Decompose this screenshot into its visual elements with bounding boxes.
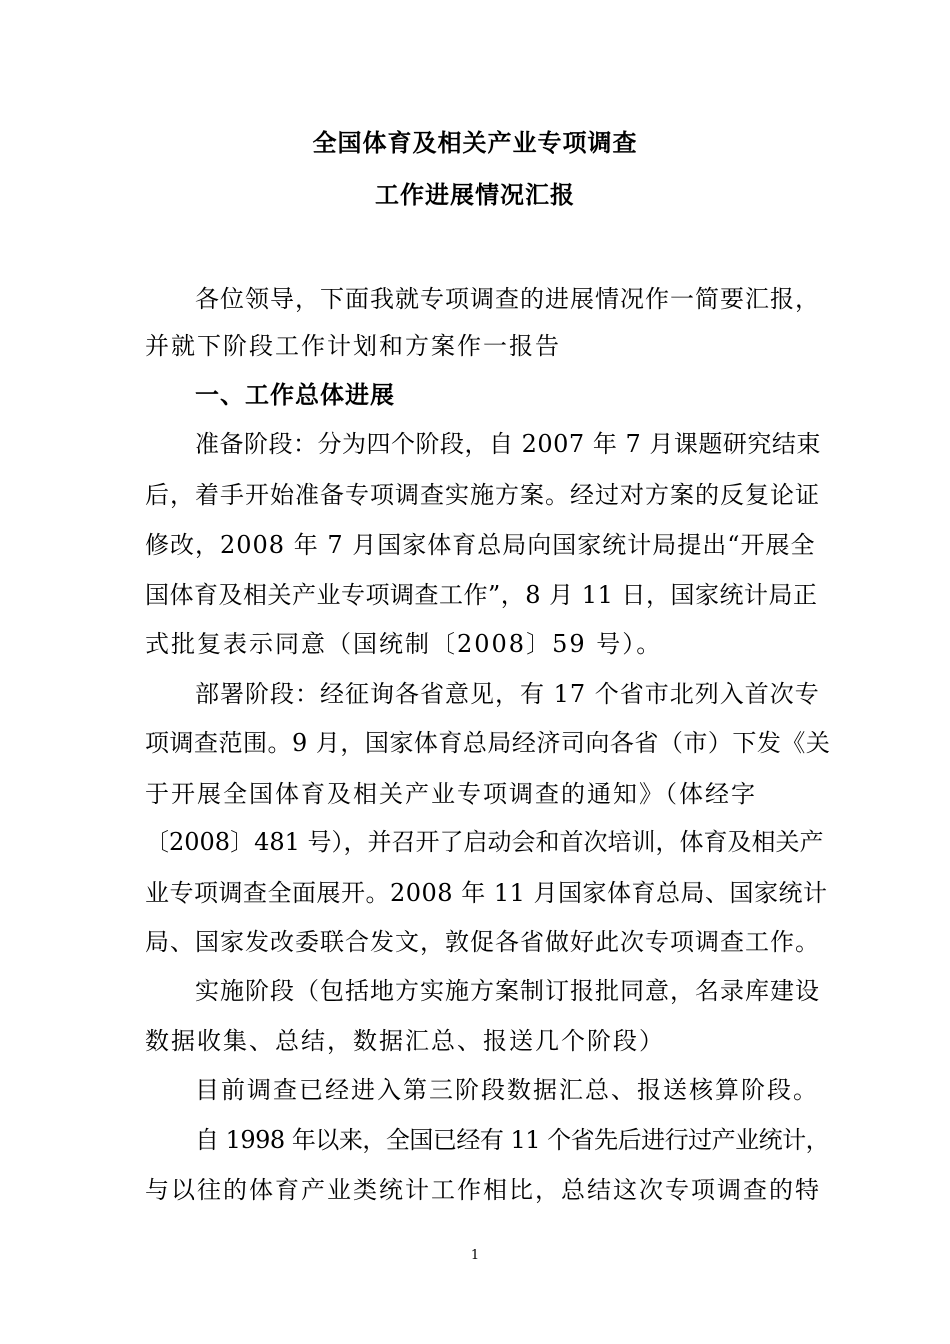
paragraph-impl-line1: 实施阶段（包括地方实施方案制订报批同意，名录库建设 [195, 977, 820, 1005]
paragraph-intro-line1: 各位领导，下面我就专项调查的进展情况作一简要汇报， [195, 285, 820, 313]
page-number: 1 [470, 1248, 480, 1263]
paragraph-deploy-line4: 〔2008〕481 号），并召开了启动会和首次培训，体育及相关产 [145, 828, 824, 856]
paragraph-deploy-line2: 项调查范围。9 月，国家体育总局经济司向各省（市）下发《关 [145, 729, 831, 757]
paragraph-prep-line2: 后，着手开始准备专项调查实施方案。经过对方案的反复论证 [145, 481, 820, 509]
section-heading-1: 一、工作总体进展 [195, 381, 395, 409]
paragraph-prep-line1: 准备阶段：分为四个阶段，自 2007 年 7 月课题研究结束 [195, 430, 821, 458]
paragraph-deploy-line3: 于开展全国体育及相关产业专项调查的通知》（体经字 [145, 780, 757, 808]
paragraph-prep-line4: 国体育及相关产业专项调查工作”，8 月 11 日，国家统计局正 [145, 581, 818, 609]
paragraph-history-line2: 与以往的体育产业类统计工作相比，总结这次专项调查的特 [145, 1176, 821, 1204]
paragraph-deploy-line1: 部署阶段：经征询各省意见，有 17 个省市北列入首次专 [195, 680, 820, 708]
document-title-line2: 工作进展情况汇报 [375, 181, 575, 209]
paragraph-impl-line2: 数据收集、总结，数据汇总、报送几个阶段） [145, 1027, 665, 1055]
paragraph-prep-line3: 修改，2008 年 7 月国家体育总局向国家统计局提出“开展全 [145, 531, 816, 559]
paragraph-history-line1: 自 1998 年以来，全国已经有 11 个省先后进行过产业统计， [195, 1126, 830, 1154]
paragraph-deploy-line5: 业专项调查全面展开。2008 年 11 月国家体育总局、国家统计 [145, 879, 828, 907]
paragraph-intro-line2: 并就下阶段工作计划和方案作一报告 [145, 332, 561, 360]
paragraph-current-stage: 目前调查已经进入第三阶段数据汇总、报送核算阶段。 [195, 1076, 819, 1104]
paragraph-deploy-line6: 局、国家发改委联合发文，敦促各省做好此次专项调查工作。 [145, 928, 820, 956]
paragraph-prep-line5: 式批复表示同意（国统制〔2008〕59 号）。 [145, 630, 663, 658]
document-title-line1: 全国体育及相关产业专项调查 [312, 129, 638, 157]
